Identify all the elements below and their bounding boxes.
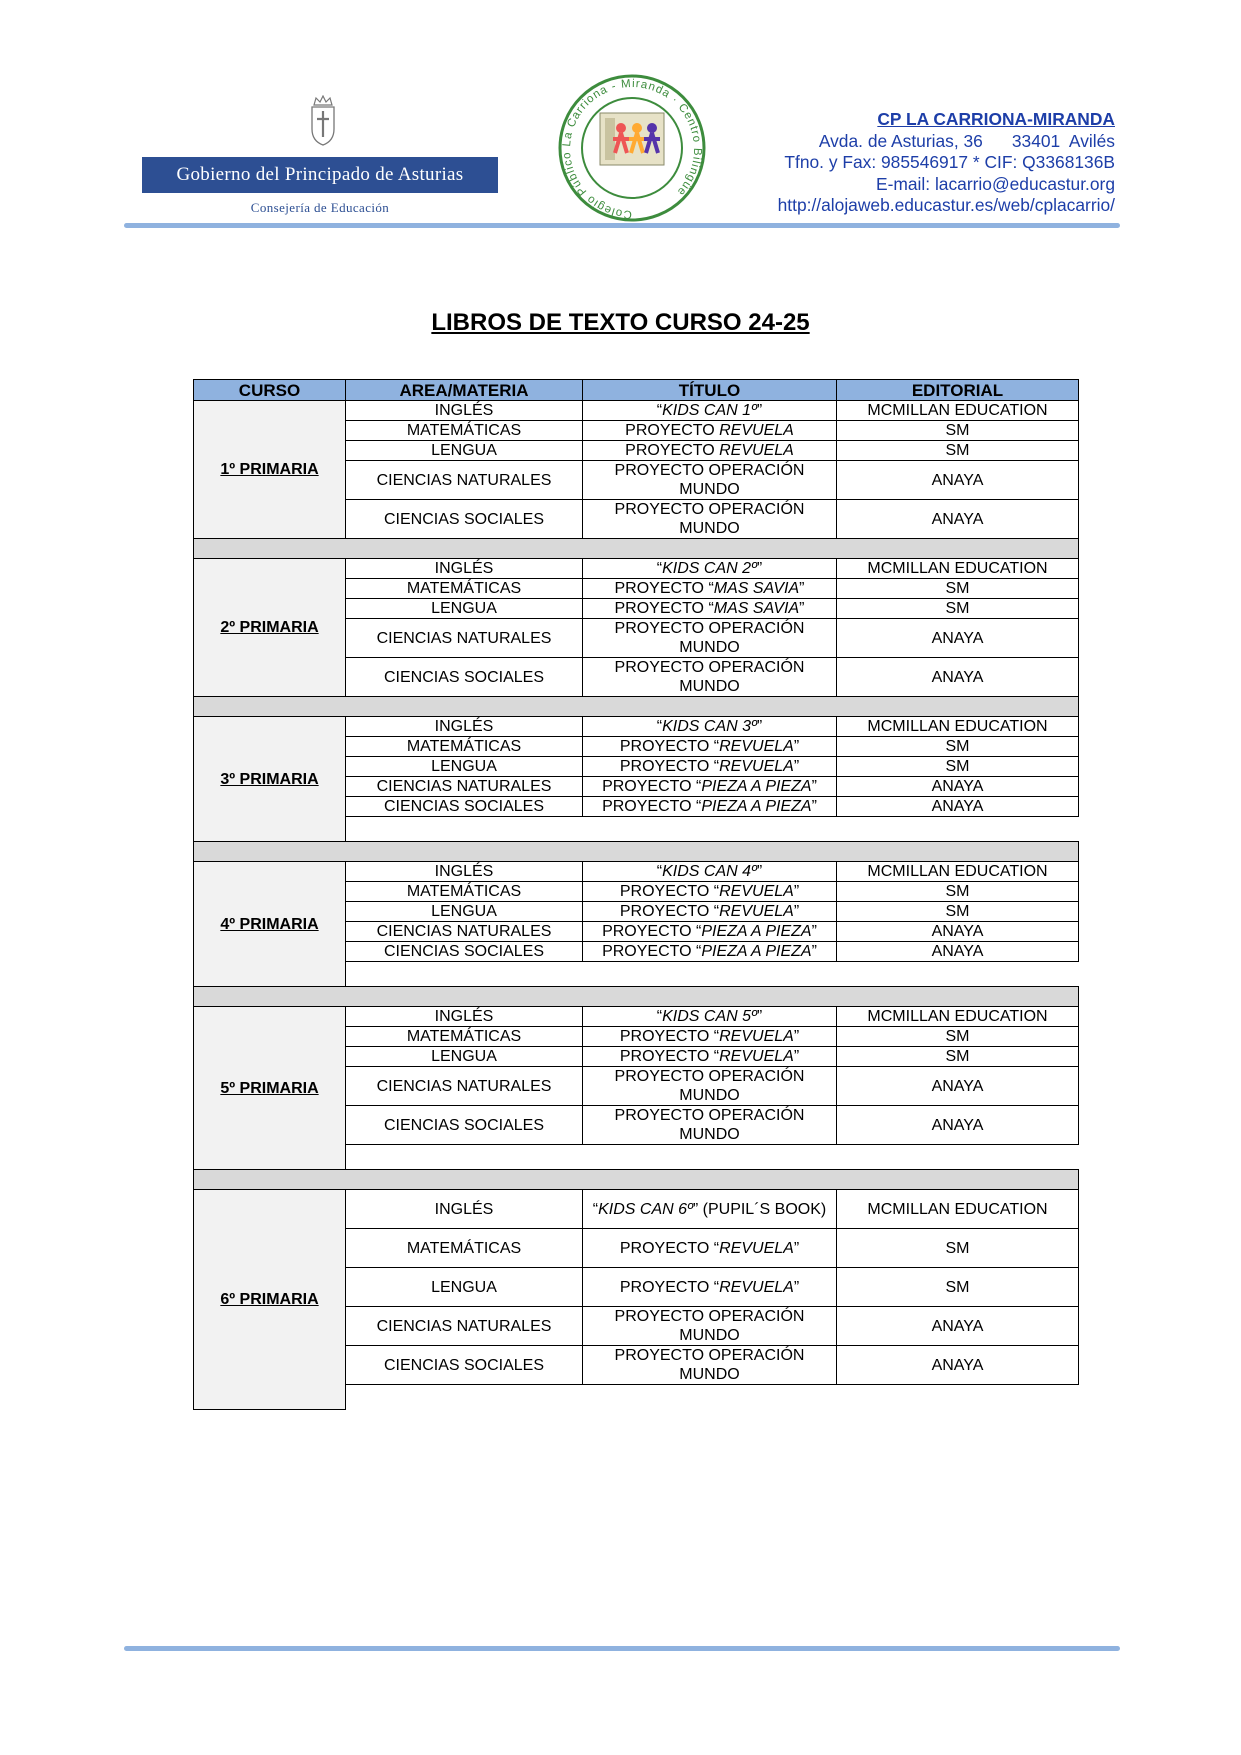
header-titulo: TÍTULO	[583, 380, 837, 401]
editorial-cell: SM	[837, 757, 1079, 777]
title-italic: PIEZA A PIEZA	[701, 798, 812, 815]
editorial-cell: SM	[837, 1268, 1079, 1307]
area-cell: CIENCIAS SOCIALES	[346, 942, 583, 962]
title-cell	[583, 441, 837, 461]
blank-cell	[346, 817, 1079, 842]
footer-rule	[124, 1646, 1120, 1651]
title-italic: KIDS CAN 2º	[662, 560, 757, 577]
area-cell: MATEMÁTICAS	[346, 579, 583, 599]
title-italic: KIDS CAN 3º	[662, 718, 757, 735]
course-cell: 5º PRIMARIA	[194, 1007, 346, 1170]
blank-cell	[346, 1145, 1079, 1170]
title-cell	[583, 461, 837, 500]
title-cell	[583, 421, 837, 441]
title-text: PROYECTO OPERACIÓN MUNDO	[614, 1107, 805, 1143]
title-text: PROYECTO “	[619, 1048, 720, 1065]
area-cell: MATEMÁTICAS	[346, 1229, 583, 1268]
table-row	[194, 1190, 1079, 1229]
title-cell	[583, 1346, 837, 1385]
editorial-cell: SM	[837, 1047, 1079, 1067]
title-cell	[583, 882, 837, 902]
title-cell	[583, 757, 837, 777]
title-cell	[583, 1007, 837, 1027]
title-italic: REVUELA	[719, 758, 794, 775]
title-text: PROYECTO OPERACIÓN MUNDO	[614, 659, 805, 695]
title-text: PROYECTO OPERACIÓN MUNDO	[614, 501, 805, 537]
title-cell	[583, 1229, 837, 1268]
title-cell	[583, 401, 837, 421]
title-italic: REVUELA	[719, 422, 794, 439]
title-text: PROYECTO “	[619, 1278, 720, 1296]
editorial-cell: ANAYA	[837, 500, 1079, 539]
school-phone-cif: Tfno. y Fax: 985546917 * CIF: Q3368136B	[784, 152, 1115, 172]
title-text: PROYECTO OPERACIÓN MUNDO	[614, 1308, 805, 1344]
page-title: LIBROS DE TEXTO CURSO 24-25	[431, 309, 810, 336]
blank-cell	[346, 1385, 1079, 1410]
title-italic: REVUELA	[719, 1028, 794, 1045]
separator-cell	[194, 1170, 1079, 1190]
title-cell	[583, 579, 837, 599]
area-cell: LENGUA	[346, 757, 583, 777]
table-row	[194, 559, 1079, 579]
title-text: PROYECTO OPERACIÓN MUNDO	[614, 462, 805, 498]
table-body	[194, 401, 1079, 1410]
title-suffix: ”	[811, 943, 817, 960]
editorial-cell: SM	[837, 1027, 1079, 1047]
editorial-cell: MCMILLAN EDUCATION	[837, 401, 1079, 421]
header-area: AREA/MATERIA	[346, 380, 583, 401]
title-text: “	[592, 1200, 599, 1218]
government-banner	[142, 157, 498, 193]
title-text: “	[656, 863, 663, 880]
title-cell	[583, 942, 837, 962]
area-cell: CIENCIAS NATURALES	[346, 922, 583, 942]
area-cell: LENGUA	[346, 441, 583, 461]
title-italic: KIDS CAN 4º	[662, 863, 757, 880]
area-cell: CIENCIAS SOCIALES	[346, 658, 583, 697]
title-italic: KIDS CAN 1º	[662, 402, 757, 419]
editorial-cell: SM	[837, 599, 1079, 619]
area-cell: LENGUA	[346, 1047, 583, 1067]
separator-row	[194, 987, 1079, 1007]
table-row	[194, 1007, 1079, 1027]
area-cell: CIENCIAS SOCIALES	[346, 797, 583, 817]
title-suffix: ”	[756, 560, 763, 577]
title-text: PROYECTO OPERACIÓN MUNDO	[614, 1068, 805, 1104]
editorial-cell: ANAYA	[837, 1307, 1079, 1346]
title-cell	[583, 902, 837, 922]
title-italic: PIEZA A PIEZA	[701, 943, 812, 960]
title-suffix: ”	[793, 903, 800, 920]
editorial-cell: SM	[837, 902, 1079, 922]
table-header-row	[194, 380, 1079, 401]
area-cell: MATEMÁTICAS	[346, 421, 583, 441]
editorial-cell: ANAYA	[837, 1106, 1079, 1145]
blank-cell	[346, 962, 1079, 987]
editorial-cell: SM	[837, 737, 1079, 757]
title-italic: REVUELA	[719, 442, 794, 459]
editorial-cell: SM	[837, 882, 1079, 902]
title-text: PROYECTO	[625, 442, 720, 459]
area-cell: CIENCIAS NATURALES	[346, 777, 583, 797]
editorial-cell: SM	[837, 579, 1079, 599]
title-italic: MAS SAVIA	[713, 580, 800, 597]
textbooks-table	[193, 379, 1079, 1410]
title-italic: REVUELA	[719, 883, 794, 900]
separator-row	[194, 539, 1079, 559]
title-text: PROYECTO “	[619, 758, 720, 775]
title-italic: REVUELA	[719, 903, 794, 920]
title-cell	[583, 1047, 837, 1067]
editorial-cell: ANAYA	[837, 942, 1079, 962]
school-logo	[555, 73, 710, 223]
title-italic: PIEZA A PIEZA	[701, 778, 812, 795]
title-cell	[583, 500, 837, 539]
area-cell: LENGUA	[346, 1268, 583, 1307]
title-text: PROYECTO “	[619, 1028, 720, 1045]
title-text: “	[656, 718, 663, 735]
course-cell: 6º PRIMARIA	[194, 1190, 346, 1410]
title-italic: PIEZA A PIEZA	[701, 923, 812, 940]
title-cell	[583, 619, 837, 658]
title-cell	[583, 1067, 837, 1106]
title-suffix: ”	[811, 778, 817, 795]
school-contact	[778, 109, 1115, 217]
title-suffix: ”	[756, 718, 763, 735]
title-suffix: ”	[799, 600, 805, 617]
school-address: Avda. de Asturias, 36 33401 Avilés	[818, 130, 1115, 151]
ministry-name: Consejería de Educación	[250, 200, 390, 215]
header-curso: CURSO	[194, 380, 346, 401]
editorial-cell: MCMILLAN EDUCATION	[837, 1190, 1079, 1229]
area-cell: CIENCIAS NATURALES	[346, 1067, 583, 1106]
title-italic: REVUELA	[719, 1048, 794, 1065]
editorial-cell: MCMILLAN EDUCATION	[837, 559, 1079, 579]
editorial-cell: ANAYA	[837, 619, 1079, 658]
title-cell	[583, 1106, 837, 1145]
title-text: PROYECTO OPERACIÓN MUNDO	[614, 620, 805, 656]
title-italic: REVUELA	[719, 738, 794, 755]
government-name: Gobierno del Principado de Asturias	[176, 164, 464, 185]
school-email[interactable]: E-mail: lacarrio@educastur.org	[876, 173, 1115, 194]
separator-row	[194, 1170, 1079, 1190]
asturias-crest-icon	[306, 95, 340, 147]
separator-cell	[194, 842, 1079, 862]
separator-cell	[194, 987, 1079, 1007]
course-cell: 2º PRIMARIA	[194, 559, 346, 697]
title-suffix: ”	[793, 1239, 800, 1257]
title-suffix: ”	[756, 402, 763, 419]
area-cell: MATEMÁTICAS	[346, 737, 583, 757]
title-text: PROYECTO “	[614, 600, 714, 617]
title-suffix: ”	[756, 1008, 763, 1025]
title-cell	[583, 599, 837, 619]
title-text: “	[656, 560, 663, 577]
school-website[interactable]: http://alojaweb.educastur.es/web/cplacarrio/	[777, 195, 1115, 215]
area-cell: INGLÉS	[346, 862, 583, 882]
title-suffix: ”	[793, 883, 800, 900]
area-cell: LENGUA	[346, 599, 583, 619]
area-cell: CIENCIAS NATURALES	[346, 619, 583, 658]
title-suffix: ”	[793, 1028, 800, 1045]
title-text: PROYECTO “	[602, 943, 702, 960]
table-row	[194, 401, 1079, 421]
title-italic: KIDS CAN 5º	[662, 1008, 757, 1025]
editorial-cell: ANAYA	[837, 797, 1079, 817]
title-text: “	[656, 1008, 663, 1025]
editorial-cell: SM	[837, 421, 1079, 441]
title-text: PROYECTO “	[602, 798, 702, 815]
title-text: PROYECTO “	[619, 903, 720, 920]
area-cell: LENGUA	[346, 902, 583, 922]
title-cell	[583, 658, 837, 697]
editorial-cell: ANAYA	[837, 658, 1079, 697]
title-text: PROYECTO OPERACIÓN MUNDO	[614, 1347, 805, 1383]
title-cell	[583, 1190, 837, 1229]
course-cell: 3º PRIMARIA	[194, 717, 346, 842]
title-cell	[583, 1027, 837, 1047]
editorial-cell: MCMILLAN EDUCATION	[837, 1007, 1079, 1027]
editorial-cell: ANAYA	[837, 922, 1079, 942]
title-italic: KIDS CAN 6º	[598, 1200, 693, 1218]
header-editorial: EDITORIAL	[837, 380, 1079, 401]
editorial-cell: SM	[837, 1229, 1079, 1268]
title-suffix: ”	[811, 798, 817, 815]
area-cell: CIENCIAS NATURALES	[346, 461, 583, 500]
title-text: PROYECTO “	[602, 923, 702, 940]
title-italic: MAS SAVIA	[713, 600, 800, 617]
title-suffix: ”	[793, 738, 800, 755]
title-italic: REVUELA	[719, 1278, 794, 1296]
course-cell: 4º PRIMARIA	[194, 862, 346, 987]
area-cell: CIENCIAS SOCIALES	[346, 1106, 583, 1145]
title-suffix: ”	[793, 1278, 800, 1296]
title-text: PROYECTO “	[602, 778, 702, 795]
area-cell: INGLÉS	[346, 1190, 583, 1229]
course-cell: 1º PRIMARIA	[194, 401, 346, 539]
title-italic: REVUELA	[719, 1239, 794, 1257]
editorial-cell: ANAYA	[837, 1067, 1079, 1106]
title-suffix: ”	[756, 863, 763, 880]
editorial-cell: MCMILLAN EDUCATION	[837, 717, 1079, 737]
editorial-cell: ANAYA	[837, 1346, 1079, 1385]
title-text: “	[656, 402, 663, 419]
school-logo-ring-text: Colegio Público La Carriona - Miranda · Centro Bilingüe	[561, 77, 704, 221]
separator-row	[194, 842, 1079, 862]
title-cell	[583, 862, 837, 882]
title-text: PROYECTO “	[619, 883, 720, 900]
header-rule	[124, 223, 1120, 228]
editorial-cell: MCMILLAN EDUCATION	[837, 862, 1079, 882]
title-text: PROYECTO “	[619, 738, 720, 755]
title-text: PROYECTO	[625, 422, 720, 439]
separator-cell	[194, 697, 1079, 717]
title-text: PROYECTO “	[619, 1239, 720, 1257]
area-cell: INGLÉS	[346, 1007, 583, 1027]
title-cell	[583, 922, 837, 942]
separator-row	[194, 697, 1079, 717]
title-cell	[583, 797, 837, 817]
editorial-cell: ANAYA	[837, 461, 1079, 500]
separator-cell	[194, 539, 1079, 559]
school-name: CP LA CARRIONA-MIRANDA	[877, 109, 1115, 129]
area-cell: INGLÉS	[346, 559, 583, 579]
area-cell: CIENCIAS SOCIALES	[346, 1346, 583, 1385]
title-suffix: ” (PUPIL´S BOOK)	[692, 1200, 827, 1218]
area-cell: MATEMÁTICAS	[346, 1027, 583, 1047]
title-cell	[583, 777, 837, 797]
editorial-cell: SM	[837, 441, 1079, 461]
area-cell: INGLÉS	[346, 401, 583, 421]
area-cell: MATEMÁTICAS	[346, 882, 583, 902]
title-cell	[583, 717, 837, 737]
title-suffix: ”	[793, 758, 800, 775]
area-cell: CIENCIAS NATURALES	[346, 1307, 583, 1346]
title-text: PROYECTO “	[614, 580, 714, 597]
title-suffix: ”	[793, 1048, 800, 1065]
editorial-cell: ANAYA	[837, 777, 1079, 797]
title-suffix: ”	[811, 923, 817, 940]
title-cell	[583, 737, 837, 757]
title-cell	[583, 559, 837, 579]
title-cell	[583, 1307, 837, 1346]
area-cell: INGLÉS	[346, 717, 583, 737]
title-cell	[583, 1268, 837, 1307]
table-row	[194, 862, 1079, 882]
area-cell: CIENCIAS SOCIALES	[346, 500, 583, 539]
table-row	[194, 717, 1079, 737]
title-suffix: ”	[799, 580, 805, 597]
